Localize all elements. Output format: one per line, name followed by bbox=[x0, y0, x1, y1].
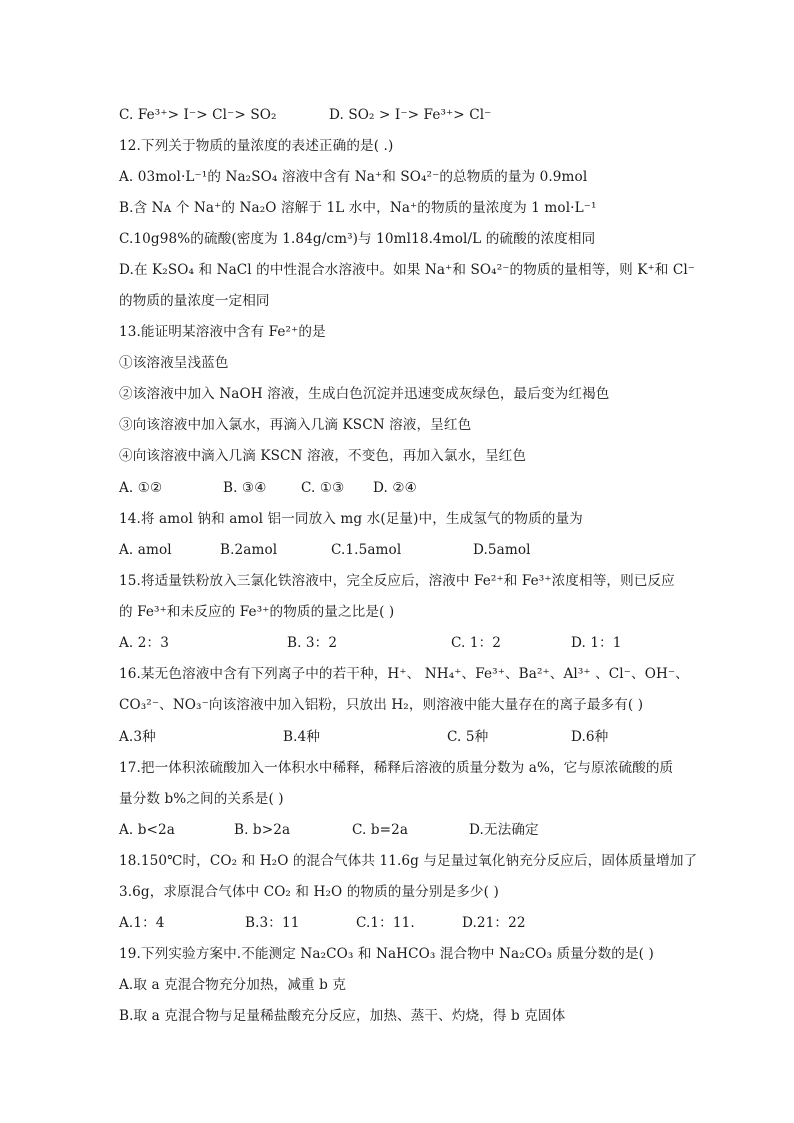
option-l24-2: C. b=2a bbox=[352, 822, 409, 838]
text-line-l5: C.10g98%的硫酸(密度为 1.84g/cm³)与 10ml18.4mol/L 的硫酸的浓度相同 bbox=[119, 231, 596, 247]
option-l24-3: D.无法确定 bbox=[469, 822, 539, 838]
option-l21-1: B.4种 bbox=[283, 729, 320, 745]
text-line-l23: 量分数 b%之间的关系是( ) bbox=[119, 791, 284, 807]
text-line-l2: 12.下列关于物质的量浓度的表述正确的是( .) bbox=[119, 138, 394, 154]
option-l15-1: B.2amol bbox=[220, 542, 278, 558]
option-l13-3: D. ②④ bbox=[373, 480, 417, 496]
option-l18-1: B. 3：2 bbox=[287, 635, 338, 651]
option-l27-1: B.3：11 bbox=[245, 915, 300, 931]
option-l21-3: D.6种 bbox=[571, 729, 609, 745]
text-line-l26: 3.6g，求原混合气体中 CO₂ 和 H₂O 的物质的量分别是多少( ) bbox=[119, 884, 499, 900]
option-l15-3: D.5amol bbox=[473, 542, 531, 558]
option-l21-2: C. 5种 bbox=[447, 729, 489, 745]
option-l1-0: C. Fe³⁺> I⁻> Cl⁻> SO₂ bbox=[119, 107, 277, 123]
text-line-l19: 16.某无色溶液中含有下列离子中的若干种，H⁺、 NH₄⁺、Fe³⁺、Ba²⁺、Al³⁺ 、Cl⁻、OH⁻、 bbox=[119, 666, 689, 682]
option-l18-2: C. 1：2 bbox=[451, 635, 502, 651]
text-line-l6: D.在 K₂SO₄ 和 NaCl 的中性混合水溶液中。如果 Na⁺和 SO₄²⁻的物质的量相等，则 K⁺和 Cl⁻ bbox=[119, 262, 696, 278]
option-l24-0: A. b<2a bbox=[119, 822, 176, 838]
option-l27-3: D.21：22 bbox=[462, 915, 526, 931]
text-line-l25: 18.150℃时，CO₂ 和 H₂O 的混合气体共 11.6g 与足量过氧化钠充分反应后，固体质量增加了 bbox=[119, 853, 698, 869]
option-l13-1: B. ③④ bbox=[223, 480, 267, 496]
text-line-l9: ①该溶液呈浅蓝色 bbox=[119, 355, 229, 371]
option-l27-0: A.1：4 bbox=[119, 915, 165, 931]
text-line-l11: ③向该溶液中加入氯水，再滴入几滴 KSCN 溶液，呈红色 bbox=[119, 417, 472, 433]
text-line-l28: 19.下列实验方案中.不能测定 Na₂CO₃ 和 NaHCO₃ 混合物中 Na₂CO₃ 质量分数的是( ) bbox=[119, 946, 654, 962]
option-l1-1: D. SO₂ > I⁻> Fe³⁺> Cl⁻ bbox=[329, 107, 492, 123]
text-line-l3: A. 03mol·L⁻¹的 Na₂SO₄ 溶液中含有 Na⁺和 SO₄²⁻的总物质的量为 0.9mol bbox=[119, 169, 588, 185]
option-l13-2: C. ①③ bbox=[301, 480, 345, 496]
text-line-l8: 13.能证明某溶液中含有 Fe²⁺的是 bbox=[119, 324, 326, 340]
text-line-l4: B.含 Nᴀ 个 Na⁺的 Na₂O 溶解于 1L 水中，Na⁺的物质的量浓度为 1 mol·L⁻¹ bbox=[119, 200, 597, 216]
option-l15-2: C.1.5amol bbox=[331, 542, 402, 558]
text-line-l12: ④向该溶液中滴入几滴 KSCN 溶液，不变色，再加入氯水，呈红色 bbox=[119, 448, 527, 464]
text-line-l20: CO₃²⁻、NO₃⁻向该溶液中加入铝粉，只放出 H₂，则溶液中能大量存在的离子最多有( ) bbox=[119, 697, 644, 713]
option-l24-1: B. b>2a bbox=[234, 822, 291, 838]
option-l15-0: A. amol bbox=[119, 542, 172, 558]
text-line-l17: 的 Fe³⁺和未反应的 Fe³⁺的物质的量之比是( ) bbox=[119, 604, 395, 620]
text-line-l30: B.取 a 克混合物与足量稀盐酸充分反应，加热、蒸干、灼烧，得 b 克固体 bbox=[119, 1008, 566, 1024]
text-line-l16: 15.将适量铁粉放入三氯化铁溶液中，完全反应后，溶液中 Fe²⁺和 Fe³⁺浓度相等，则已反应 bbox=[119, 573, 675, 589]
option-l13-0: A. ①② bbox=[119, 480, 163, 496]
option-l18-3: D. 1：1 bbox=[571, 635, 622, 651]
text-line-l22: 17.把一体积浓硫酸加入一体积水中稀释，稀释后溶液的质量分数为 a%，它与原浓硫酸的质 bbox=[119, 760, 674, 776]
text-line-l29: A.取 a 克混合物充分加热，减重 b 克 bbox=[119, 977, 347, 993]
option-l18-0: A. 2：3 bbox=[119, 635, 169, 651]
text-line-l10: ②该溶液中加入 NaOH 溶液，生成白色沉淀并迅速变成灰绿色，最后变为红褐色 bbox=[119, 386, 610, 402]
text-line-l7: 的物质的量浓度一定相同 bbox=[119, 293, 270, 309]
text-line-l14: 14.将 amol 钠和 amol 铝一同放入 mg 水(足量)中，生成氢气的物质的量为 bbox=[119, 511, 583, 527]
option-l27-2: C.1：11. bbox=[356, 915, 415, 931]
option-l21-0: A.3种 bbox=[119, 729, 156, 745]
